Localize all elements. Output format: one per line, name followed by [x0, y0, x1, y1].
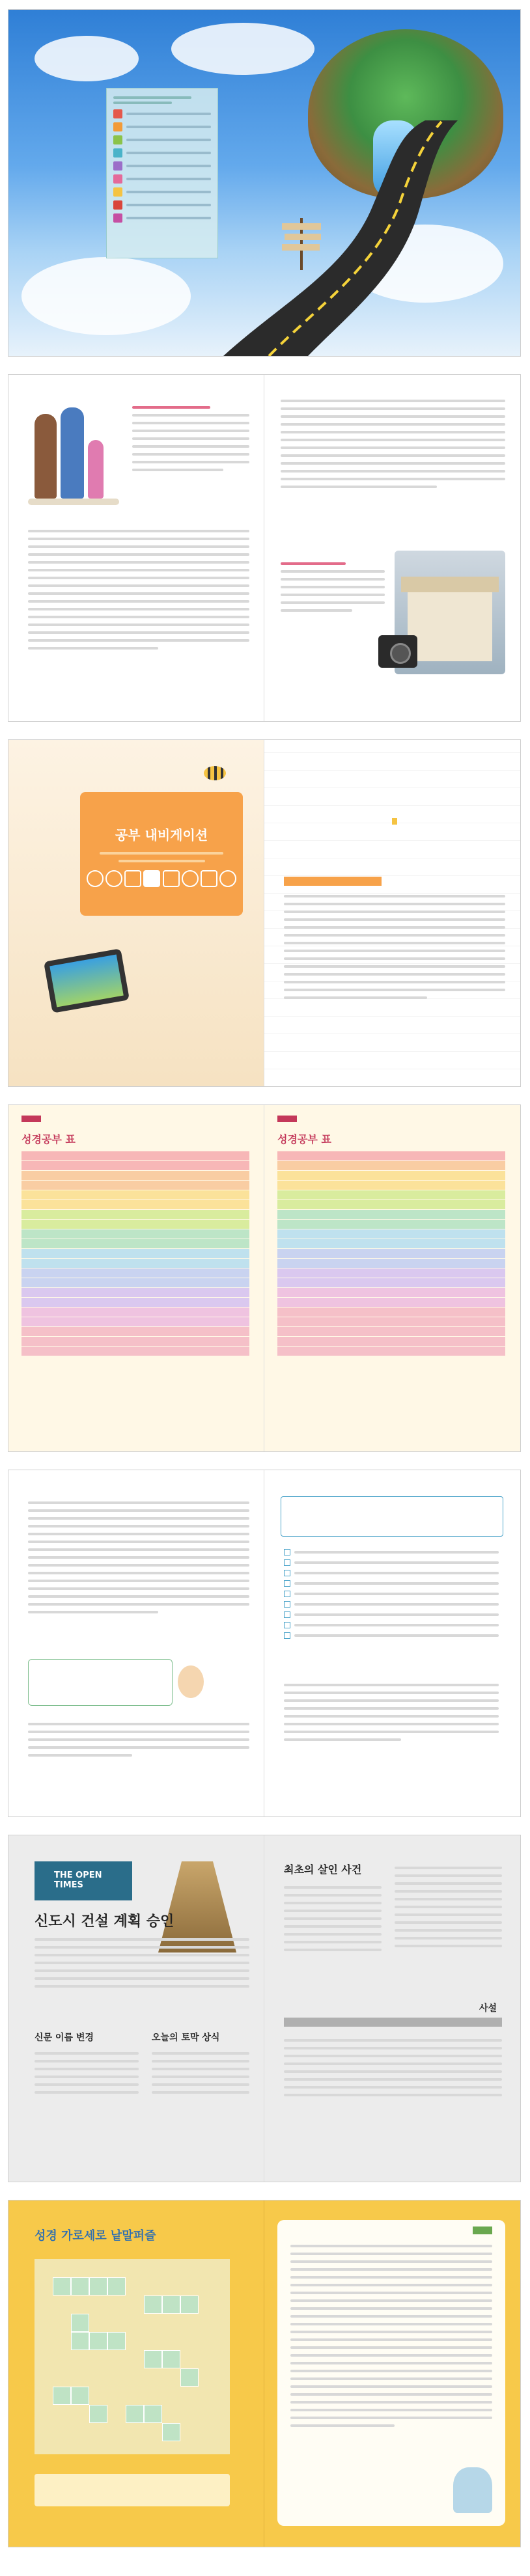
toc-item[interactable]	[113, 174, 211, 184]
headline: 최초의 살인 사건	[284, 1863, 362, 1876]
table-row	[277, 1181, 505, 1190]
table-row	[277, 1337, 505, 1346]
article-text	[284, 2034, 502, 2102]
toc-item[interactable]	[113, 200, 211, 210]
checkbox[interactable]	[284, 1580, 290, 1587]
table-row	[277, 1327, 505, 1336]
toc-item[interactable]	[113, 187, 211, 197]
page-left	[8, 375, 264, 721]
body-text-column	[281, 557, 385, 617]
spread-toc	[8, 9, 521, 357]
page-right	[264, 1835, 520, 2182]
body-text-column	[28, 525, 249, 655]
checkbox[interactable]	[284, 1591, 290, 1597]
toc-item[interactable]	[113, 109, 211, 118]
navigation-title: 공부 내비게이션	[115, 827, 208, 843]
table-row	[277, 1151, 505, 1160]
cartoon-figure	[453, 2467, 492, 2513]
page-left	[8, 1470, 264, 1816]
section-heading	[284, 877, 382, 886]
table-title: 성경공부 표	[21, 1133, 76, 1145]
checkbox[interactable]	[284, 1622, 290, 1628]
toc-item[interactable]	[113, 148, 211, 158]
article-text	[395, 1861, 502, 1953]
toc-item[interactable]	[113, 213, 211, 223]
nav-icon	[87, 870, 104, 887]
body-text-column	[28, 1718, 249, 1762]
toc-item[interactable]	[113, 135, 211, 144]
table-row	[277, 1249, 505, 1258]
table-row	[277, 1278, 505, 1287]
nav-icon	[124, 870, 141, 887]
table-row	[21, 1181, 249, 1190]
chapter-icon	[113, 213, 122, 223]
checkbox[interactable]	[284, 1632, 290, 1639]
title-panel	[80, 792, 243, 916]
checklist-item	[284, 1580, 499, 1587]
chapter-icon	[113, 200, 122, 210]
quote-box	[28, 1659, 173, 1706]
table-row	[21, 1327, 249, 1336]
page-right	[264, 740, 520, 1086]
study-table	[277, 1151, 505, 1356]
spread-navigation	[8, 739, 521, 1087]
checkbox[interactable]	[284, 1601, 290, 1608]
toc-item[interactable]	[113, 161, 211, 171]
table-row	[277, 1200, 505, 1209]
body-text-column	[284, 890, 505, 1004]
table-row	[21, 1347, 249, 1356]
article-text	[35, 2047, 139, 2099]
page-right	[264, 1105, 520, 1451]
editorial-label: 사설	[479, 2003, 497, 2014]
checklist-box	[281, 1496, 503, 1537]
table-row	[21, 1278, 249, 1287]
page-left	[8, 1105, 264, 1451]
page-left	[8, 740, 264, 1086]
chapter-icon	[113, 174, 122, 184]
table-row	[21, 1298, 249, 1307]
table-row	[277, 1288, 505, 1297]
nav-icon	[163, 870, 180, 887]
clue-panel	[277, 2220, 505, 2526]
checklist-item	[284, 1570, 499, 1576]
table-row	[277, 1298, 505, 1307]
subtitle-text	[100, 847, 223, 862]
subheadline: 신문 이름 변경	[35, 2033, 94, 2043]
study-table	[21, 1151, 249, 1356]
page-right	[264, 2200, 520, 2547]
table-row	[21, 1268, 249, 1278]
body-text-column	[281, 394, 505, 493]
table-row	[21, 1200, 249, 1209]
table-row	[21, 1220, 249, 1229]
checklist-item	[284, 1622, 499, 1628]
toc-header	[113, 96, 211, 104]
body-text-column	[28, 1496, 249, 1619]
table-row	[277, 1239, 505, 1248]
article-text	[152, 2047, 249, 2099]
table-row	[21, 1249, 249, 1258]
chapter-tag	[21, 1116, 41, 1122]
checklist-item	[284, 1549, 499, 1555]
table-row	[21, 1190, 249, 1199]
table-row	[21, 1210, 249, 1219]
table-row	[21, 1161, 249, 1170]
checklist-item	[284, 1611, 499, 1618]
body-text-column	[132, 401, 249, 476]
table-row	[277, 1220, 505, 1229]
toc-item[interactable]	[113, 122, 211, 131]
checklist-item	[284, 1559, 499, 1566]
checkbox[interactable]	[284, 1611, 290, 1618]
body-text-column	[284, 1679, 499, 1746]
table-row	[277, 1308, 505, 1317]
spread-newspaper	[8, 1835, 521, 2182]
small-bee-icon	[392, 818, 397, 825]
checkbox[interactable]	[284, 1549, 290, 1555]
nav-icon	[182, 870, 199, 887]
chapter-icon	[113, 187, 122, 197]
table-row	[277, 1190, 505, 1199]
table-row	[277, 1229, 505, 1239]
article-text	[284, 1881, 382, 1956]
clue-list	[290, 2240, 492, 2432]
puzzle-title: 성경 가로세로 낱말퍼즐	[35, 2229, 156, 2243]
masthead-title: THE OPEN TIMES	[54, 1870, 102, 1890]
table-row	[277, 1210, 505, 1219]
spread-study-table	[8, 1104, 521, 1452]
clue-header	[473, 2227, 492, 2234]
article-text	[35, 1933, 249, 1993]
checkbox[interactable]	[284, 1570, 290, 1576]
subheadline: 오늘의 토막 상식	[152, 2033, 220, 2043]
chapter-icon	[113, 135, 122, 144]
nav-icon	[201, 870, 217, 887]
chapter-icon	[113, 122, 122, 131]
headline: 신도시 건설 계획 승인	[35, 1913, 174, 1930]
crossword-grid	[35, 2259, 230, 2454]
table-of-contents	[106, 88, 218, 258]
table-row	[277, 1317, 505, 1326]
page-left	[8, 2200, 264, 2547]
editorial-banner	[284, 2018, 502, 2027]
table-row	[21, 1171, 249, 1180]
nav-icon	[219, 870, 236, 887]
table-row	[277, 1259, 505, 1268]
table-row	[21, 1337, 249, 1346]
spread-checklist	[8, 1470, 521, 1817]
cartoon-figure	[178, 1665, 204, 1698]
table-row	[21, 1151, 249, 1160]
nav-icon	[105, 870, 122, 887]
page-right	[264, 1470, 520, 1816]
signpost-icon	[282, 218, 321, 270]
page-right	[264, 375, 520, 721]
checkbox[interactable]	[284, 1559, 290, 1566]
spread-puzzle	[8, 2200, 521, 2547]
chapter-icon	[113, 109, 122, 118]
spread-intro-text	[8, 374, 521, 722]
family-illustration	[28, 401, 119, 505]
tablet-illustration	[44, 948, 130, 1013]
camera-icon	[378, 635, 417, 668]
masthead	[35, 1861, 132, 1900]
chapter-icon	[113, 161, 122, 171]
table-row	[277, 1347, 505, 1356]
table-row	[277, 1171, 505, 1180]
instruction-box	[35, 2474, 230, 2506]
road-illustration	[8, 10, 520, 356]
page-left	[8, 1835, 264, 2182]
checklist	[284, 1545, 499, 1643]
table-row	[21, 1239, 249, 1248]
table-row	[277, 1161, 505, 1170]
table-row	[21, 1288, 249, 1297]
table-title: 성경공부 표	[277, 1133, 331, 1145]
chapter-icon	[113, 148, 122, 158]
nav-icon	[143, 870, 160, 887]
chapter-tag	[277, 1116, 297, 1122]
checklist-item	[284, 1632, 499, 1639]
checklist-item	[284, 1591, 499, 1597]
table-row	[21, 1317, 249, 1326]
checklist-item	[284, 1601, 499, 1608]
table-row	[21, 1229, 249, 1239]
bee-icon	[204, 766, 226, 780]
table-row	[21, 1259, 249, 1268]
table-row	[21, 1308, 249, 1317]
table-row	[277, 1268, 505, 1278]
icon-row	[87, 870, 236, 890]
